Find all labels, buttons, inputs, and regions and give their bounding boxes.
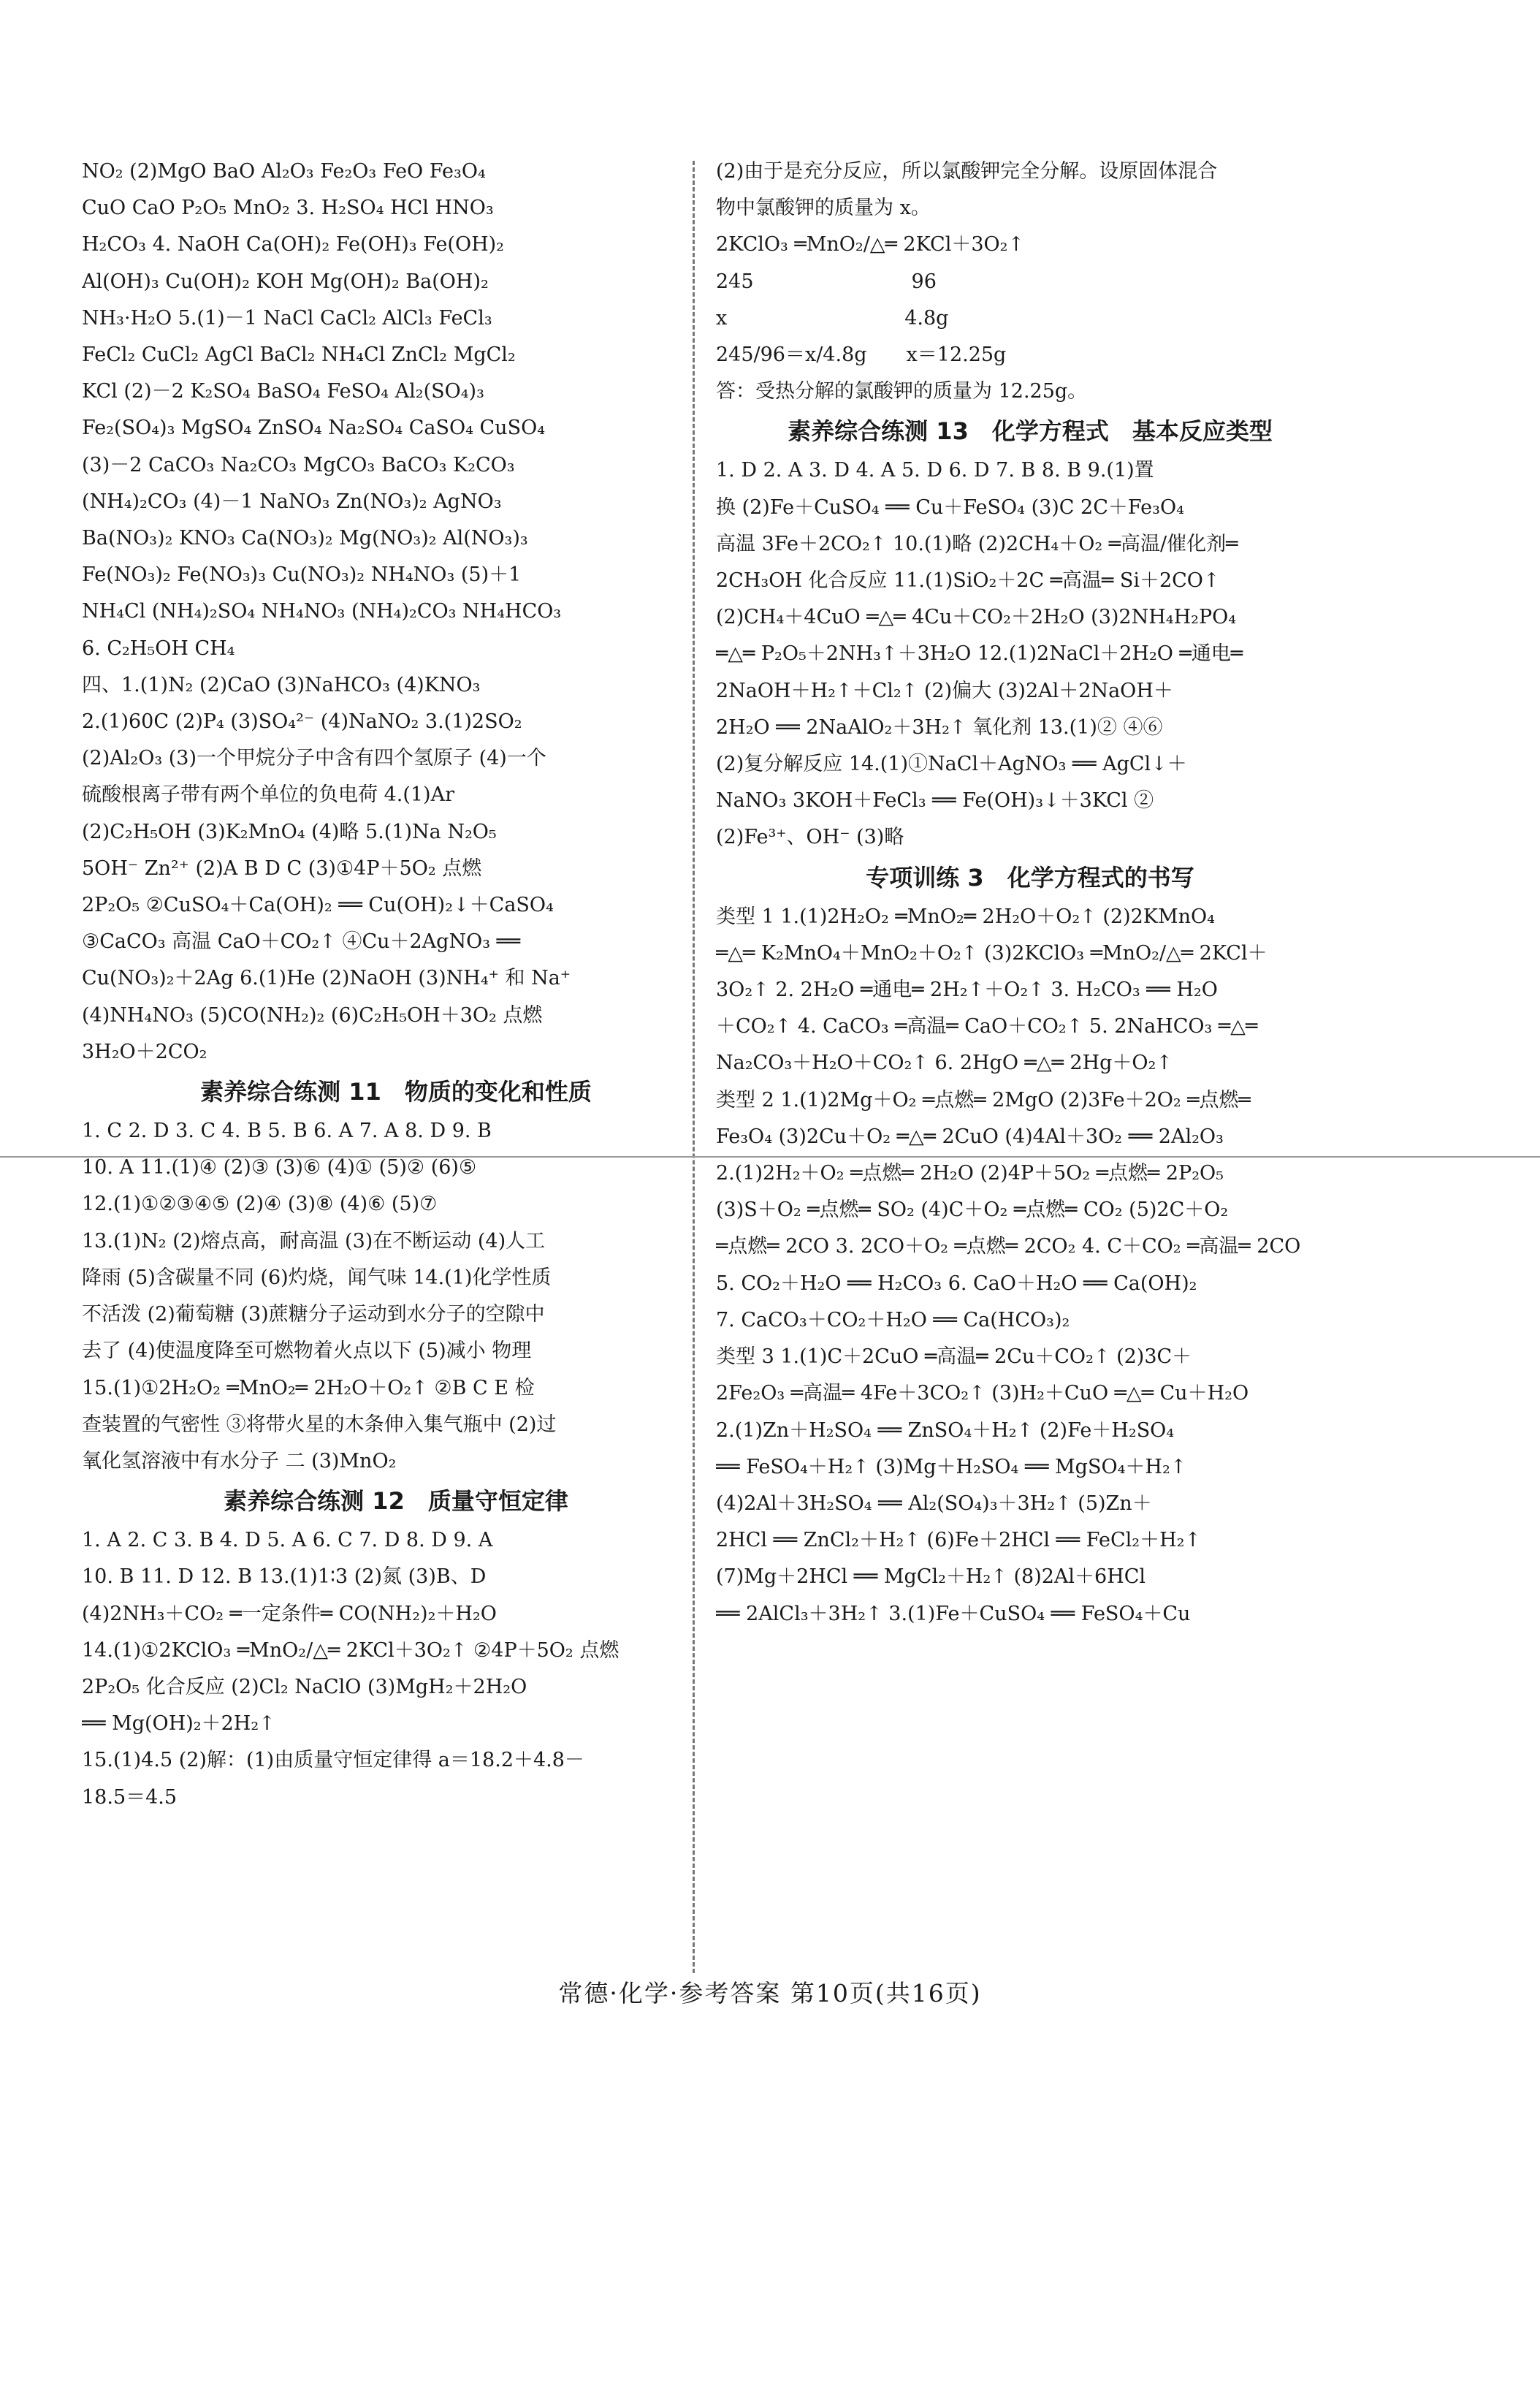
answer-line: 2HCl ══ ZnCl₂＋H₂↑ (6)Fe＋2HCl ══ FeCl₂＋H₂↑ — [716, 1529, 1202, 1552]
answer-line: CuO CaO P₂O₅ MnO₂ 3. H₂SO₄ HCl HNO₃ — [82, 197, 494, 220]
answer-line: ══ FeSO₄＋H₂↑ (3)Mg＋H₂SO₄ ══ MgSO₄＋H₂↑ — [716, 1455, 1187, 1478]
answer-line: 13.(1)N₂ (2)熔点高，耐高温 (3)在不断运动 (4)人工 — [82, 1229, 546, 1253]
answer-line: 10. A 11.(1)④ (2)③ (3)⑥ (4)① (5)② (6)⑤ — [82, 1156, 477, 1179]
answer-line: 6. C₂H₅OH CH₄ — [82, 637, 235, 660]
answer-line: (3)－2 CaCO₃ Na₂CO₃ MgCO₃ BaCO₃ K₂CO₃ — [82, 453, 515, 476]
answer-line: 3O₂↑ 2. 2H₂O ═通电═ 2H₂↑＋O₂↑ 3. H₂CO₃ ══ H₂O — [716, 979, 1218, 1002]
answer-line: 2NaOH＋H₂↑＋Cl₂↑ (2)偏大 (3)2Al＋2NaOH＋ — [716, 679, 1173, 702]
answer-line: NH₄Cl (NH₄)₂SO₄ NH₄NO₃ (NH₄)₂CO₃ NH₄HCO₃ — [82, 600, 562, 623]
answer-line: ═点燃═ 2CO 3. 2CO＋O₂ ═点燃═ 2CO₂ 4. C＋CO₂ ═高温═ 2CO — [716, 1235, 1301, 1258]
page-footer: 常德·化学·参考答案 第10页(共16页) — [558, 1979, 982, 2007]
answer-line: ＋CO₂↑ 4. CaCO₃ ═高温═ CaO＋CO₂↑ 5. 2NaHCO₃ ═△═ — [716, 1015, 1258, 1038]
answer-line: ═△═ K₂MnO₄＋MnO₂＋O₂↑ (3)2KClO₃ ═MnO₂/△═ 2KCl＋ — [716, 941, 1268, 965]
answer-line: (2)复分解反应 14.(1)①NaCl＋AgNO₃ ══ AgCl↓＋ — [716, 753, 1187, 776]
answer-line: 四、1.(1)N₂ (2)CaO (3)NaHCO₃ (4)KNO₃ — [82, 673, 481, 696]
answer-line: Ba(NO₃)₂ KNO₃ Ca(NO₃)₂ Mg(NO₃)₂ Al(NO₃)₃ — [82, 527, 528, 550]
answer-line: 14.(1)①2KClO₃ ═MnO₂/△═ 2KCl＋3O₂↑ ②4P＋5O₂ 点燃 — [82, 1638, 620, 1662]
answer-line: ═△═ P₂O₅＋2NH₃↑＋3H₂O 12.(1)2NaCl＋2H₂O ═通电═ — [716, 642, 1243, 666]
answer-line: 245 96 — [716, 270, 937, 293]
answer-line: 硫酸根离子带有两个单位的负电荷 4.(1)Ar — [82, 783, 454, 807]
answer-line: NO₂ (2)MgO BaO Al₂O₃ Fe₂O₃ FeO Fe₃O₄ — [82, 160, 486, 183]
answer-line: (NH₄)₂CO₃ (4)－1 NaNO₃ Zn(NO₃)₂ AgNO₃ — [82, 490, 502, 513]
answer-line: 高温 3Fe＋2CO₂↑ 10.(1)略 (2)2CH₄＋O₂ ═高温/催化剂═ — [716, 532, 1238, 555]
answer-line: 类型 2 1.(1)2Mg＋O₂ ═点燃═ 2MgO (2)3Fe＋2O₂ ═点燃═ — [716, 1088, 1251, 1112]
answer-line: 1. D 2. A 3. D 4. A 5. D 6. D 7. B 8. B 9.(1)置 — [716, 459, 1154, 482]
answer-line: 2CH₃OH 化合反应 11.(1)SiO₂＋2C ═高温═ Si＋2CO↑ — [716, 569, 1220, 593]
answer-line: 2.(1)60C (2)P₄ (3)SO₄²⁻ (4)NaNO₂ 3.(1)2SO₂ — [82, 710, 522, 734]
answer-line: H₂CO₃ 4. NaOH Ca(OH)₂ Fe(OH)₃ Fe(OH)₂ — [82, 233, 505, 257]
answer-line: ══ 2AlCl₃＋3H₂↑ 3.(1)Fe＋CuSO₄ ══ FeSO₄＋Cu — [716, 1602, 1191, 1625]
answer-line: (2)由于是充分反应，所以氯酸钾完全分解。设原固体混合 — [716, 160, 1218, 183]
answer-line: (4)2Al＋3H₂SO₄ ══ Al₂(SO₄)₃＋3H₂↑ (5)Zn＋ — [716, 1492, 1152, 1515]
answer-line: 2.(1)2H₂＋O₂ ═点燃═ 2H₂O (2)4P＋5O₂ ═点燃═ 2P₂O₅ — [716, 1162, 1224, 1185]
answer-line: x 4.8g — [716, 306, 949, 330]
answer-line: NaNO₃ 3KOH＋FeCl₃ ══ Fe(OH)₃↓＋3KCl ② — [716, 789, 1154, 813]
section-heading: 素养综合练测 11 物质的变化和性质 — [200, 1078, 592, 1106]
answer-line: 降雨 (5)含碳量不同 (6)灼烧，闻气味 14.(1)化学性质 — [82, 1266, 552, 1289]
answer-line: (4)NH₄NO₃ (5)CO(NH₂)₂ (6)C₂H₅OH＋3O₂ 点燃 — [82, 1003, 543, 1027]
answer-line: ══ Mg(OH)₂＋2H₂↑ — [82, 1712, 275, 1736]
answer-line: (2)Al₂O₃ (3)一个甲烷分子中含有四个氢原子 (4)一个 — [82, 747, 546, 770]
answer-line: 5. CO₂＋H₂O ══ H₂CO₃ 6. CaO＋H₂O ══ Ca(OH)₂ — [716, 1272, 1197, 1295]
answer-line: (4)2NH₃＋CO₂ ═一定条件═ CO(NH₂)₂＋H₂O — [82, 1602, 497, 1625]
answer-line: 2P₂O₅ 化合反应 (2)Cl₂ NaClO (3)MgH₂＋2H₂O — [82, 1675, 527, 1698]
answer-line: (7)Mg＋2HCl ══ MgCl₂＋H₂↑ (8)2Al＋6HCl — [716, 1565, 1146, 1589]
answer-line: FeCl₂ CuCl₂ AgCl BaCl₂ NH₄Cl ZnCl₂ MgCl₂ — [82, 343, 516, 367]
section-heading: 素养综合练测 13 化学方程式 基本反应类型 — [788, 417, 1273, 446]
answer-line: NH₃·H₂O 5.(1)－1 NaCl CaCl₂ AlCl₃ FeCl₃ — [82, 306, 492, 330]
section-heading: 专项训练 3 化学方程式的书写 — [866, 863, 1194, 892]
answer-line: 10. B 11. D 12. B 13.(1)1∶3 (2)氮 (3)B、D — [82, 1565, 487, 1589]
answer-line: 换 (2)Fe＋CuSO₄ ══ Cu＋FeSO₄ (3)C 2C＋Fe₃O₄ — [716, 495, 1184, 519]
answer-line: 1. A 2. C 3. B 4. D 5. A 6. C 7. D 8. D 9. A — [82, 1529, 493, 1552]
answer-line: 类型 1 1.(1)2H₂O₂ ═MnO₂═ 2H₂O＋O₂↑ (2)2KMnO₄ — [716, 905, 1215, 928]
answer-line: 2P₂O₅ ②CuSO₄＋Ca(OH)₂ ══ Cu(OH)₂↓＋CaSO₄ — [82, 894, 554, 917]
answer-line: 12.(1)①②③④⑤ (2)④ (3)⑧ (4)⑥ (5)⑦ — [82, 1193, 438, 1216]
answer-line: 5OH⁻ Zn²⁺ (2)A B D C (3)①4P＋5O₂ 点燃 — [82, 856, 482, 880]
answer-line: 不活泼 (2)葡萄糖 (3)蔗糖分子运动到水分子的空隙中 — [82, 1303, 545, 1326]
answer-line: 7. CaCO₃＋CO₂＋H₂O ══ Ca(HCO₃)₂ — [716, 1308, 1070, 1331]
section-heading: 素养综合练测 12 质量守恒定律 — [224, 1487, 568, 1516]
answer-line: KCl (2)－2 K₂SO₄ BaSO₄ FeSO₄ Al₂(SO₄)₃ — [82, 380, 484, 403]
left-column — [82, 153, 710, 1816]
answer-line: 3H₂O＋2CO₂ — [82, 1040, 207, 1063]
answer-line: 18.5＝4.5 — [82, 1785, 178, 1809]
column-divider — [693, 161, 695, 1973]
answer-line: 答：受热分解的氯酸钾的质量为 12.25g。 — [716, 380, 1088, 403]
answer-line: (2)C₂H₅OH (3)K₂MnO₄ (4)略 5.(1)Na N₂O₅ — [82, 820, 497, 843]
answer-line: 2KClO₃ ═MnO₂/△═ 2KCl＋3O₂↑ — [716, 233, 1025, 257]
answer-line: 去了 (4)使温度降至可燃物着火点以下 (5)减小 物理 — [82, 1340, 532, 1363]
answer-line: 氧化氢溶液中有水分子 二 (3)MnO₂ — [82, 1449, 397, 1473]
answer-line: Fe(NO₃)₂ Fe(NO₃)₃ Cu(NO₃)₂ NH₄NO₃ (5)＋1 — [82, 563, 522, 587]
answer-line: ③CaCO₃ 高温 CaO＋CO₂↑ ④Cu＋2AgNO₃ ══ — [82, 930, 521, 954]
answer-line: 物中氯酸钾的质量为 x。 — [716, 197, 931, 220]
answer-line: Cu(NO₃)₂＋2Ag 6.(1)He (2)NaOH (3)NH₄⁺ 和 Na⁺ — [82, 967, 571, 990]
answer-line: 15.(1)①2H₂O₂ ═MnO₂═ 2H₂O＋O₂↑ ②B C E 检 — [82, 1376, 535, 1399]
answer-line: 2Fe₂O₃ ═高温═ 4Fe＋3CO₂↑ (3)H₂＋CuO ═△═ Cu＋H₂O — [716, 1382, 1249, 1405]
answer-line: 2H₂O ══ 2NaAlO₂＋3H₂↑ 氧化剂 13.(1)② ④⑥ — [716, 715, 1163, 739]
answer-line: Fe₃O₄ (3)2Cu＋O₂ ═△═ 2CuO (4)4Al＋3O₂ ══ 2Al₂O₃ — [716, 1125, 1224, 1148]
answer-line: Al(OH)₃ Cu(OH)₂ KOH Mg(OH)₂ Ba(OH)₂ — [82, 270, 489, 293]
right-column — [716, 153, 1344, 1633]
answer-line: Fe₂(SO₄)₃ MgSO₄ ZnSO₄ Na₂SO₄ CaSO₄ CuSO₄ — [82, 417, 546, 440]
answer-line: 1. C 2. D 3. C 4. B 5. B 6. A 7. A 8. D 9. B — [82, 1120, 492, 1143]
answer-line: Na₂CO₃＋H₂O＋CO₂↑ 6. 2HgO ═△═ 2Hg＋O₂↑ — [716, 1052, 1173, 1075]
answer-line: (3)S＋O₂ ═点燃═ SO₂ (4)C＋O₂ ═点燃═ CO₂ (5)2C＋O₂ — [716, 1198, 1229, 1222]
answer-line: 类型 3 1.(1)C＋2CuO ═高温═ 2Cu＋CO₂↑ (2)3C＋ — [716, 1345, 1192, 1369]
answer-line: 查装置的气密性 ③将带火星的木条伸入集气瓶中 (2)过 — [82, 1413, 557, 1436]
answer-line: (2)Fe³⁺、OH⁻ (3)略 — [716, 826, 904, 849]
answer-line: (2)CH₄＋4CuO ═△═ 4Cu＋CO₂＋2H₂O (3)2NH₄H₂PO₄ — [716, 606, 1237, 629]
answer-line: 245/96＝x/4.8g x＝12.25g — [716, 343, 1007, 367]
answer-line: 2.(1)Zn＋H₂SO₄ ══ ZnSO₄＋H₂↑ (2)Fe＋H₂SO₄ — [716, 1418, 1175, 1442]
answer-line: 15.(1)4.5 (2)解：(1)由质量守恒定律得 a＝18.2＋4.8－ — [82, 1749, 584, 1772]
